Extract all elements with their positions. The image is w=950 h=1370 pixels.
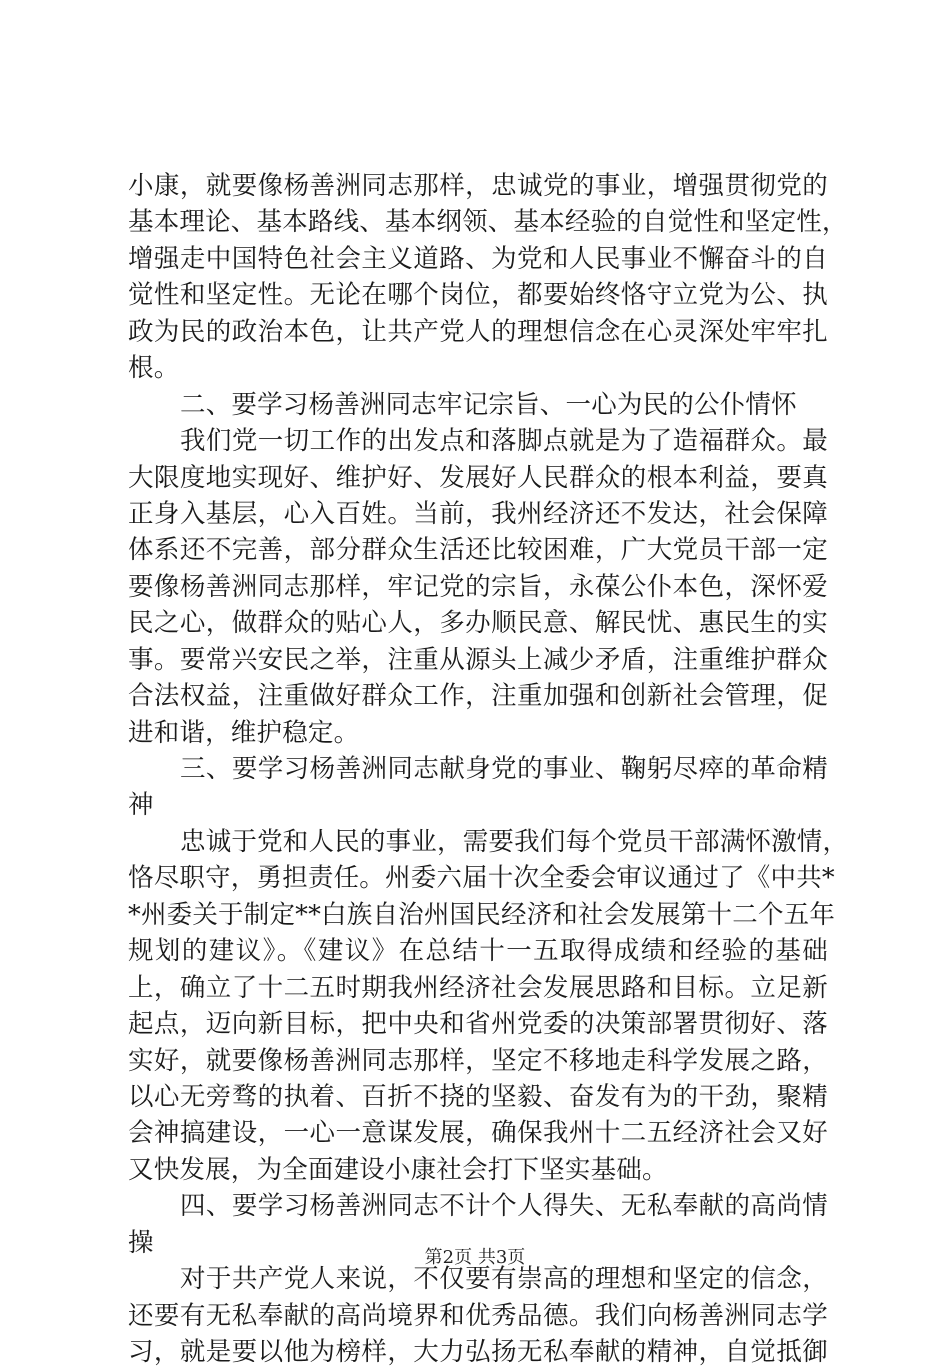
text-line: 还要有无私奉献的高尚境界和优秀品德。我们向杨善洲同志学 — [128, 1300, 828, 1331]
text-line: 政为民的政治本色，让共产党人的理想信念在心灵深处牢牢扎 — [128, 316, 828, 347]
text-line: 小康，就要像杨善洲同志那样，忠诚党的事业，增强贯彻党的 — [128, 171, 828, 201]
text-line: 进和谐，维护稳定。 — [128, 717, 360, 748]
text-line: 习，就是要以他为榜样，大力弘扬无私奉献的精神，自觉抵御 — [128, 1337, 828, 1367]
page-footer: 第2页 共3页 — [424, 1247, 526, 1268]
text-line: 基本理论、基本路线、基本纲领、基本经验的自觉性和坚定性， — [128, 207, 848, 238]
text-line: 以心无旁骛的执着、百折不挠的坚毅、奋发有为的干劲，聚精 — [128, 1081, 828, 1112]
section-heading: 二、要学习杨善洲同志牢记宗旨、一心为民的公仆情怀 — [180, 389, 797, 420]
text-line: *州委关于制定**白族自治州国民经济和社会发展第十二个五年 — [128, 899, 836, 930]
text-line: 又快发展，为全面建设小康社会打下坚实基础。 — [128, 1154, 668, 1185]
text-line: 增强走中国特色社会主义道路、为党和人民事业不懈奋斗的自 — [128, 243, 828, 274]
text-line: 民之心，做群众的贴心人，多办顺民意、解民忧、惠民生的实 — [128, 608, 828, 639]
text-line: 四、要学习杨善洲同志不计个人得失、无私奉献的高尚情 — [180, 1191, 828, 1222]
text-line: 觉性和坚定性。无论在哪个岗位，都要始终恪守立党为公、执 — [128, 280, 828, 311]
text-line: 事。要常兴安民之举，注重从源头上减少矛盾，注重维护群众 — [128, 644, 828, 675]
text-line: 三、要学习杨善洲同志献身党的事业、鞠躬尽瘁的革命精 — [180, 754, 828, 784]
text-line: 上，确立了十二五时期我州经济社会发展思路和目标。立足新 — [128, 972, 828, 1003]
text-line: 对于共产党人来说，不仅要有崇高的理想和坚定的信念， — [180, 1264, 828, 1295]
text-line: 规划的建议》。《建议》在总结十一五取得成绩和经验的基础 — [128, 936, 828, 967]
text-line: 恪尽职守，勇担责任。州委六届十次全委会审议通过了《中共* — [128, 863, 835, 894]
text-line: 体系还不完善，部分群众生活还比较困难，广大党员干部一定 — [128, 535, 828, 566]
text-line: 正身入基层，心入百姓。当前，我州经济还不发达，社会保障 — [128, 498, 828, 529]
text-line: 合法权益，注重做好群众工作，注重加强和创新社会管理，促 — [128, 681, 828, 712]
text-line: 实好，就要像杨善洲同志那样，坚定不移地走科学发展之路， — [128, 1045, 828, 1076]
text-line: 根。 — [128, 353, 180, 384]
text-line: 忠诚于党和人民的事业，需要我们每个党员干部满怀激情， — [180, 826, 849, 857]
text-line: 大限度地实现好、维护好、发展好人民群众的根本利益，要真 — [128, 462, 828, 493]
text-line: 要像杨善洲同志那样，牢记党的宗旨，永葆公仆本色，深怀爱 — [128, 571, 828, 602]
text-line: 起点，迈向新目标，把中央和省州党委的决策部署贯彻好、落 — [128, 1009, 828, 1040]
text-line: 我们党一切工作的出发点和落脚点就是为了造福群众。最 — [180, 426, 828, 457]
text-line: 神 — [128, 790, 154, 821]
document-body — [128, 168, 849, 1370]
text-line: 操 — [128, 1227, 154, 1258]
text-line: 会神搞建设，一心一意谋发展，确保我州十二五经济社会又好 — [128, 1118, 828, 1149]
